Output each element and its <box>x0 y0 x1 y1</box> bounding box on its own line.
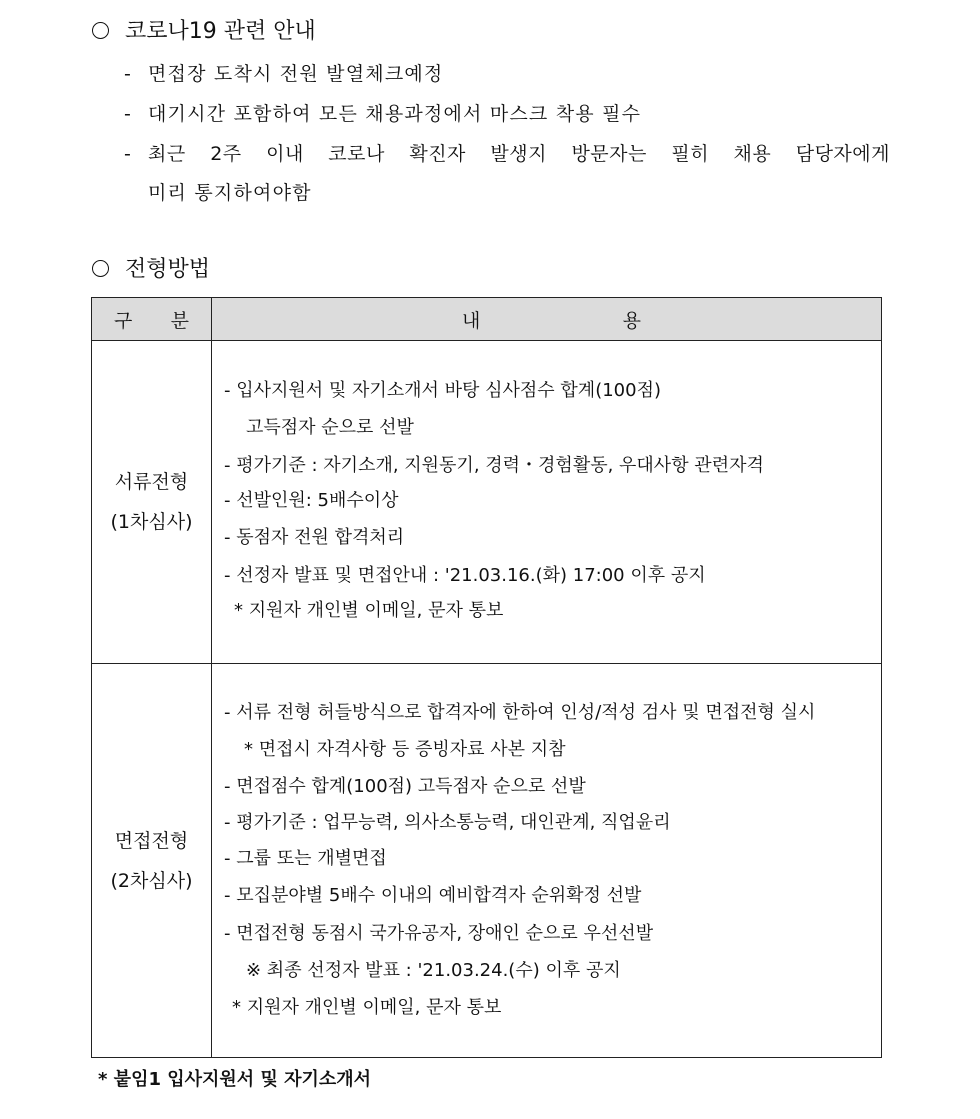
row-category: 면접전형 (2차심사) <box>92 664 212 1058</box>
content-line: - 면접전형 동점시 국가유공자, 장애인 순으로 우선선발 <box>224 923 654 944</box>
row-content <box>212 664 882 1058</box>
selection-method-table <box>91 297 882 1058</box>
content-line: * 면접시 자격사항 등 증빙자료 사본 지참 <box>244 739 566 760</box>
table-row <box>92 341 882 664</box>
method-section-heading <box>92 255 210 285</box>
corona-item: - 면접장 도착시 전원 발열체크예정 <box>124 63 444 85</box>
content-line: ※ 최종 선정자 발표 : '21.03.24.(수) 이후 공지 <box>246 960 621 981</box>
content-line: - 면접점수 합계(100점) 고득점자 순으로 선발 <box>224 776 586 797</box>
content-line: - 모집분야별 5배수 이내의 예비합격자 순위확정 선발 <box>224 885 642 906</box>
table-row <box>92 664 882 1058</box>
content-line: 고득점자 순으로 선발 <box>246 417 414 438</box>
content-line: - 동점자 전원 합격처리 <box>224 527 405 548</box>
content-line: - 평가기준 : 자기소개, 지원동기, 경력・경험활동, 우대사항 관련자격 <box>224 455 764 476</box>
hollow-circle-icon <box>92 260 109 277</box>
corona-item: - 대기시간 포함하여 모든 채용과정에서 마스크 착용 필수 <box>124 103 642 125</box>
hollow-circle-icon <box>92 22 109 39</box>
header-category: 구 분 <box>92 298 212 341</box>
method-heading-text: 전형방법 <box>125 257 211 282</box>
content-line: - 입사지원서 및 자기소개서 바탕 심사점수 합계(100점) <box>224 380 661 401</box>
row-category: 서류전형 (1차심사) <box>92 341 212 664</box>
corona-heading-text: 코로나19 관련 안내 <box>125 19 316 44</box>
content-line: - 그룹 또는 개별면접 <box>224 848 387 869</box>
content-line: - 선발인원: 5배수이상 <box>224 490 399 511</box>
corona-section-heading <box>92 17 316 47</box>
header-content: 내 용 <box>212 298 882 341</box>
table-header-row <box>92 298 882 341</box>
content-line: - 평가기준 : 업무능력, 의사소통능력, 대인관계, 직업윤리 <box>224 812 671 833</box>
corona-item: - 최근 2주 이내 코로나 확진자 발생지 방문자는 필히 채용 담당자에게 <box>124 143 890 165</box>
row-content <box>212 341 882 664</box>
attachment-footnote: * 붙임1 입사지원서 및 자기소개서 <box>98 1069 372 1090</box>
content-line: * 지원자 개인별 이메일, 문자 통보 <box>232 997 502 1018</box>
corona-item-continued: 미리 통지하여야함 <box>148 182 312 204</box>
content-line: * 지원자 개인별 이메일, 문자 통보 <box>234 600 504 621</box>
content-line: - 선정자 발표 및 면접안내 : '21.03.16.(화) 17:00 이후 공지 <box>224 565 706 586</box>
content-line: - 서류 전형 허들방식으로 합격자에 한하여 인성/적성 검사 및 면접전형 실시 <box>224 702 816 723</box>
